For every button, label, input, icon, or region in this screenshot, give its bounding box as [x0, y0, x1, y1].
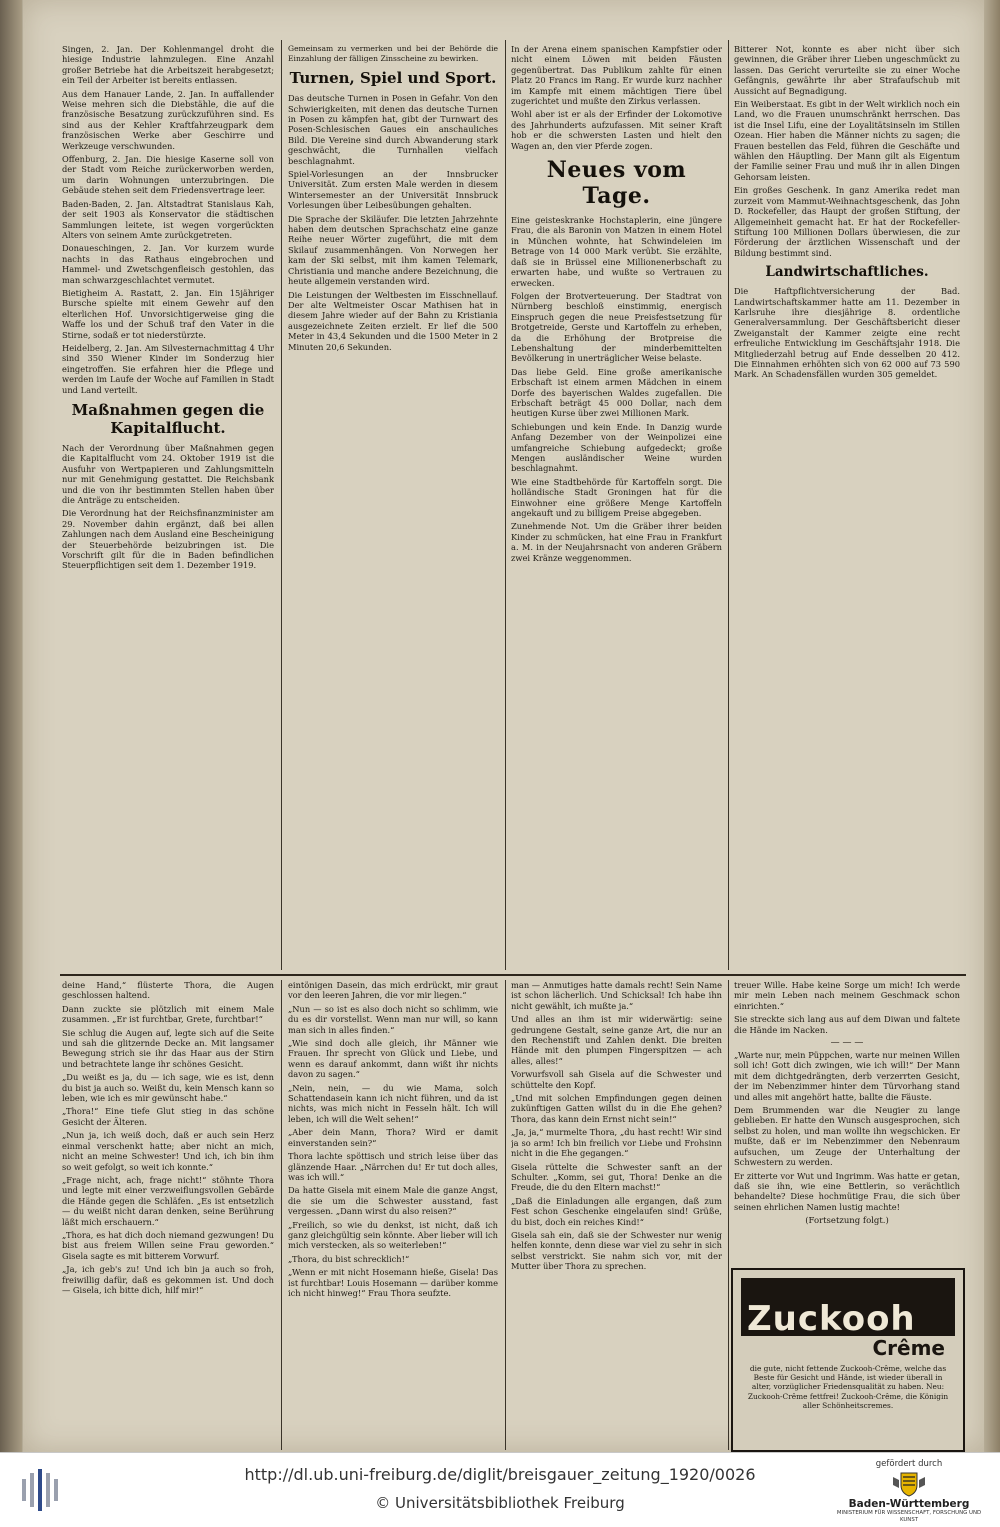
serial-column-4	[734, 980, 960, 1262]
news-item: Singen, 2. Jan. Der Kohlenmangel droht die hiesige Industrie lahmzulegen. Eine Anzahl großer Betriebe hat die Arbeitszeit herabgesetzt; ein Teil der Arbeiter ist bereits entlassen.	[62, 44, 274, 86]
article-paragraph: Nach der Verordnung über Maßnahmen gegen die Kapitalflucht vom 24. Oktober 1919 ist die Ausfuhr von Wertpapieren und Zahlungsmitteln nur mit Genehmigung gestattet. Die Reichsbank und die von ihr bestimmten Stellen haben über die Anträge zu entscheiden.	[62, 443, 274, 506]
serial-paragraph: „Wenn er mit nicht Hosemann hieße, Gisela! Das ist furchtbar! Louis Hosemann — darüber komme ich nicht hinweg!“ Frau Thora seufzte.	[288, 1267, 498, 1298]
serial-paragraph: „Nun — so ist es also doch nicht so schlimm, wie du es dir vorstellst. Wenn man nur will, so kann man sich in alles finden.“	[288, 1003, 498, 1035]
article-paragraph: Die Verordnung hat der Reichsfinanzminister am 29. November dahin ergänzt, daß bei allen Zahlungen nach dem Ausland eine Bescheinigung der Steuerbehörde beizubringen ist. Die Vorschrift gilt für die in Baden befindlichen Steuerpflichtigen seit dem 1. Dezember 1919.	[62, 508, 274, 571]
serial-column-2	[288, 980, 498, 1448]
serial-paragraph: „Wie sind doch alle gleich, ihr Männer wie Frauen. Ihr sprecht von Glück und Liebe, und wenn es darauf ankommt, dann wißt ihr nichts davon zu sagen.“	[288, 1038, 498, 1080]
ad-body-text: die gute, nicht fettende Zuckooh-Crême, welche das Beste für Gesicht und Hände, ist wieder überall in alter, vorzüglicher Friedensqualität zu haben. Neu: Zuckooh-Crême fettfrei! Zuckooh-Crême, die Königin aller Schönheitscremes.	[747, 1364, 949, 1410]
news-item: Bietigheim A. Rastatt, 2. Jan. Ein 15jähriger Bursche spielte mit einem Gewehr auf den elterlichen Hof. Unvorsichtigerweise ging die Waffe los und der Schuß traf den Vater in die Stirne, sodaß er tot niederstürzte.	[62, 287, 274, 340]
serial-paragraph: Gisela rüttelte die Schwester sanft an der Schulter. „Komm, sei gut, Thora! Denke an die Freude, die du den Eltern machst!“	[511, 1161, 722, 1193]
article-heading: Maßnahmen gegen die Kapitalflucht.	[71, 401, 265, 437]
upper-column-3	[511, 44, 722, 969]
zuckooh-advertisement	[731, 1268, 965, 1452]
column-rule	[728, 980, 729, 1450]
ad-product-name: Crême	[872, 1336, 945, 1360]
serial-paragraph: „Thora, es hat dich doch niemand gezwungen! Du bist aus freiem Willen seine Frau geworden.“ Gisela sagte es mit bitterem Vorwurf.	[62, 1229, 274, 1261]
serial-paragraph: „Aber dein Mann, Thora? Wird er damit einverstanden sein?“	[288, 1127, 498, 1148]
serial-paragraph: „Und mit solchen Empfindungen gegen deinen zukünftigen Gatten willst du in die Ehe gehen? Thora, das kann dein Ernst nicht sein!“	[511, 1093, 722, 1124]
upper-column-1	[62, 44, 274, 969]
page-edge	[984, 0, 1000, 1452]
sport-item: Das deutsche Turnen in Posen in Gefahr. Von den Schwierigkeiten, mit denen das deutsche Turnen in Posen zu kämpfen hat, gibt der Turnwart des Posen-Schlesischen Gaues ein anschauliches Bild. Die Vereine sind durch Abwanderung stark geschwächt, die Turnhallen vielfach beschlagnahmt.	[288, 93, 498, 166]
article-paragraph: Wohl aber ist er als der Erfinder der Lokomotive des Jahrhunderts aufzufassen. Mit seiner Kraft hob er die schwersten Lasten und hielt den Wagen an, den vier Pferde zogen.	[511, 109, 722, 151]
ad-brand-name: Zuckooh	[741, 1278, 955, 1336]
article-paragraph: Gemeinsam zu vermerken und bei der Behörde die Einzahlung der fälligen Zinsscheine zu bewirken.	[288, 44, 498, 63]
article-paragraph: Bitterer Not, konnte es aber nicht über sich gewinnen, die Gräber ihrer Lieben ungeschmückt zu lassen. Das Gericht verurteilte sie zu einer Woche Gefängnis, gewährte ihr aber Strafaufschub mit Aussicht auf Begnadigung.	[734, 44, 960, 96]
news-item: Donaueschingen, 2. Jan. Vor kurzem wurde nachts in das Rathaus eingebrochen und Hammel- und Zwetschgenfleisch gestohlen, das man schwarzgeschlachtet vermutet.	[62, 243, 274, 285]
serial-paragraph: „Freilich, so wie du denkst, ist nicht, daß ich ganz gleichgültig sein könnte. Aber lieber will ich mich verstecken, als so weiterleben!“	[288, 1219, 498, 1251]
section-heading-agriculture: Landwirtschaftliches.	[765, 264, 929, 281]
serial-paragraph: „Du weißt es ja, du — ich sage, wie es ist, denn du bist ja auch so. Weißt du, kein Mensch kann so leben, wie ich es mir gewünscht habe.“	[62, 1072, 274, 1104]
serial-paragraph: Und alles an ihm ist mir widerwärtig: seine gedrungene Gestalt, seine ganze Art, die nur an den Rechenstift und Zahlen denkt. Die breiten Hände mit den plumpen Fingerspitzen — ach alles, alles!“	[511, 1014, 722, 1066]
serial-paragraph: Vorwurfsvoll sah Gisela auf die Schwester und schüttelte den Kopf.	[511, 1069, 722, 1090]
funder-label: gefördert durch	[875, 1459, 943, 1469]
serial-paragraph: eintönigen Dasein, das mich erdrückt, mir graut vor den leeren Jahren, die vor mir liegen.“	[288, 980, 498, 1001]
serial-paragraph: „Thora, du bist schrecklich!“	[288, 1253, 410, 1264]
funder-logo	[834, 1459, 984, 1523]
scene-separator: — — —	[830, 1038, 864, 1049]
news-item: Ein großes Geschenk. In ganz Amerika redet man zurzeit vom Mammut-Weihnachtsgeschenk, das John D. Rockefeller, das Haupt der großen Stiftung, der Allgemeinheit gemacht hat. Er hat der Rockefeller-Stiftung 100 Millionen Dollars überwiesen, die zur Förderung der ärztlichen Wissenschaft und der Bildung bestimmt sind.	[734, 185, 960, 258]
serial-column-1	[62, 980, 274, 1448]
serial-paragraph: Dann zuckte sie plötzlich mit einem Male zusammen. „Er ist furchtbar, Grete, furchtbar!“	[62, 1003, 274, 1025]
serial-paragraph: „Daß die Einladungen alle ergangen, daß zum Fest schon Geschenke eingelaufen sind! Grüße, du bist, doch ein reiches Kind!“	[511, 1195, 722, 1227]
serial-paragraph: Sie streckte sich lang aus auf dem Diwan und faltete die Hände im Nacken.	[734, 1014, 960, 1035]
column-rule	[281, 40, 282, 970]
book-spine	[0, 0, 22, 1452]
sport-item: Die Leistungen der Weltbesten im Eisschnellauf. Der alte Weltmeister Oscar Mathisen hat in diesem Jahre wieder auf der Bahn zu Kristiania ausgezeichnete Zeiten erzielt. Er lief die 500 Meter in 43,4 Sekunden und die 1500 Meter in 2 Minuten 20,6 Sekunden.	[288, 289, 498, 352]
news-item: Zunehmende Not. Um die Gräber ihrer beiden Kinder zu schmücken, hat eine Frau in Frankfurt a. M. in der Neujahrsnacht von anderen Gräbern zwei Kränze weggenommen.	[511, 521, 722, 563]
agriculture-item: Die Haftpflichtversicherung der Bad. Landwirtschaftskammer hatte am 11. Dezember in Karlsruhe ihre diesjährige 8. ordentliche Generalversammlung. Der Geschäftsbericht dieser Zweiganstalt der Kammer zeigte eine recht erfreuliche Entwicklung im Geschäftsjahr 1918. Die Mitgliederzahl betrug auf Ende desselben 20 412. Die Einnahmen erhöhten sich von 62 000 auf 73 590 Mark. An Schadensfällen wurden 305 gemeldet.	[734, 286, 960, 380]
section-heading-news: Neues vom Tage.	[546, 157, 687, 210]
continuation-note: (Fortsetzung folgt.)	[805, 1216, 889, 1227]
news-item: Baden-Baden, 2. Jan. Altstadtrat Stanislaus Kah, der seit 1903 als Konservator die städtischen Sammlungen leitete, ist wegen vorgerückten Alters von seinem Amte zurückgetreten.	[62, 198, 274, 240]
article-paragraph: In der Arena einem spanischen Kampfstier oder nicht einem Löwen mit beiden Fäusten gegenübertrat. Das Publikum zahlte für einen Platz 20 Francs im Rang. Er wurde kurz nachher im Kampfe mit einem mächtigen Tiere übel zugerichtet und mußte den Zirkus verlassen.	[511, 44, 722, 107]
column-rule	[505, 40, 506, 970]
document-url[interactable]: http://dl.ub.uni-freiburg.de/diglit/breisgauer_zeitung_1920/0026	[244, 1465, 756, 1484]
serial-paragraph: Dem Brummenden war die Neugier zu lange geblieben. Er hatte den Wunsch ausgesprochen, sich selbst zu holen, und man wollte ihn wegschicken. Er mußte, daß er im Nebenzimmer den Nebenraum aufsuchen, um Zeuge der Unterhaltung der Schwestern zu werden.	[734, 1105, 960, 1168]
news-item: Das liebe Geld. Eine große amerikanische Erbschaft ist einem armen Mädchen in einem Dorfe des bayerischen Waldes zugefallen. Die Erbschaft beträgt 45 000 Dollar, nach dem heutigen Kurse über zwei Millionen Mark.	[511, 366, 722, 419]
serial-paragraph: Gisela sah ein, daß sie der Schwester nur wenig helfen konnte, denn diese war viel zu sehr in sich selbst verstrickt. Sie nahm sich vor, mit der Mutter über Thora zu sprechen.	[511, 1229, 722, 1272]
column-rule	[728, 40, 729, 970]
serial-paragraph: Da hatte Gisela mit einem Male die ganze Angst, die sie um die Schwester ausstand, fast vergessen. „Dann wirst du also reisen?“	[288, 1185, 498, 1217]
serial-column-3	[511, 980, 722, 1448]
news-item: Eine geisteskranke Hochstaplerin, eine jüngere Frau, die als Baronin von Matzen in einem Hotel in München wohnte, hat Schwindeleien im Betrage von 14 000 Mark verübt. Sie erzählte, daß sie in Brüssel eine Millionenerbschaft zu erwarten habe, und wußte so Vertrauen zu erwecken.	[511, 215, 722, 288]
news-item: Heidelberg, 2. Jan. Am Silvesternachmittag 4 Uhr sind 350 Wiener Kinder im Sonderzug hier eingetroffen. Sie erfahren hier die Pflege und werden im Laufe der Woche auf Familien in Stadt und Land verteilt.	[62, 342, 274, 395]
coat-of-arms-icon	[889, 1471, 929, 1497]
section-divider	[60, 974, 966, 976]
copyright-notice: © Universitätsbibliothek Freiburg	[375, 1494, 625, 1512]
serial-paragraph: „Frage nicht, ach, frage nicht!“ stöhnte Thora und legte mit einer verzweiflungsvollen Gebärde die Hände gegen die Schläfen. „Es ist entsetzlich — du weißt nicht daran denken, seine Berührung läßt mich erschauern.“	[62, 1174, 274, 1227]
news-item: Folgen der Brotverteuerung. Der Stadtrat von Nürnberg beschloß einstimmig, energisch Einspruch gegen die neue Preisfestsetzung für Brotgetreide, Gerste und Kartoffeln zu erheben, da die Erhöhung der Brotpreise die Lebenshaltung der minderbemittelten Bevölkerung in unerträglicher Weise belaste.	[511, 290, 722, 364]
news-item: Ein Weiberstaat. Es gibt in der Welt wirklich noch ein Land, wo die Frauen unumschränkt herrschen. Das ist die Insel Lifu, eine der Loyalitätsinseln im Stillen Ozean. Hier haben die Männer nichts zu sagen; die Frauen bestellen das Feld, führen die Geschäfte und wählen den Häuptling. Der Mann gilt als Eigentum der Familie seiner Frau und muß ihr in allen Dingen Gehorsam leisten.	[734, 99, 960, 182]
serial-paragraph: deine Hand,“ flüsterte Thora, die Augen geschlossen haltend.	[62, 980, 274, 1001]
serial-paragraph: „Warte nur, mein Püppchen, warte nur meinen Willen soll ich! Gott dich zwingen, wie ich will!“ Der Mann mit dem dichtgedrängten, derb verzerrten Gesicht, der im Nebenzimmer hinter dem Türvorhang stand und alles mit angehört hatte, ballte die Fäuste.	[734, 1050, 960, 1102]
serial-paragraph: „Nun ja, ich weiß doch, daß er auch sein Herz einmal verschenkt hatte; aber nicht an mich, nicht an meine Schwester! Und ich, ich bin ihm so weit gefolgt, so weit ich konnte.“	[62, 1130, 274, 1172]
serial-paragraph: „Ja, ich geb's zu! Und ich bin ja auch so froh, freiwillig dafür, daß es gekommen ist. Und doch — Gisela, ich bitte dich, hilf mir!“	[62, 1264, 274, 1295]
news-item: Offenburg, 2. Jan. Die hiesige Kaserne soll von der Stadt vom Reiche zurückerworben werden, um darin Wohnungen unterzubringen. Die Gebäude stehen seit dem Friedensvertrage leer.	[62, 154, 274, 196]
funder-ministry: MINISTERIUM FÜR WISSENSCHAFT, FORSCHUNG UND KUNST	[836, 1510, 982, 1523]
section-heading-sport: Turnen, Spiel und Sport.	[289, 69, 497, 88]
funder-name: Baden-Württemberg	[848, 1498, 970, 1510]
serial-paragraph: Er zitterte vor Wut und Ingrimm. Was hatte er getan, daß sie ihn, wie eine Bettlerin, so verächtlich behandelte? Diese hochmütige Frau, die sich über seinen ehrlichen Namen lustig machte!	[734, 1170, 960, 1212]
serial-paragraph: Sie schlug die Augen auf, legte sich auf die Seite und sah die glitzernde Decke an. Mit langsamer Bewegung strich sie ihr das Haar aus der Stirn und betrachtete lange ihr schönes Gesicht.	[62, 1027, 274, 1069]
serial-paragraph: „Ja, ja,“ murmelte Thora, „du hast recht! Wir sind ja so arm! Ich bin freilich vor Liebe und Frohsinn nicht in die Ehe gegangen.“	[511, 1127, 722, 1159]
news-item: Wie eine Stadtbehörde für Kartoffeln sorgt. Die holländische Stadt Groningen hat für die Einwohner eine größere Menge Kartoffeln angekauft und zu billigem Preise abgegeben.	[511, 476, 722, 519]
sport-item: Spiel-Vorlesungen an der Innsbrucker Universität. Zum ersten Male werden in diesem Wintersemester an der Universität Innsbruck Vorlesungen über Leibesübungen gehalten.	[288, 169, 498, 211]
sport-item: Die Sprache der Skiläufer. Die letzten Jahrzehnte haben dem deutschen Sprachschatz eine ganze Reihe neuer Wörter zugeführt, die mit dem Skilauf zusammenhängen. Von Norwegen her kam der Ski selbst, mit ihm kamen Telemark, Christiania und manche andere Bezeichnung, die heute allgemein verstanden wird.	[288, 213, 498, 287]
upper-column-4	[734, 44, 960, 969]
news-item: Aus dem Hanauer Lande, 2. Jan. In auffallender Weise mehren sich die Diebstähle, die auf die französische Besatzung zurückzuführen sind. Es sind aus der Kehler Kraftfahrzeugpark dem französischen Werke aber Geschirre und Werkzeuge verschwunden.	[62, 88, 274, 151]
column-rule	[281, 980, 282, 1450]
serial-paragraph: Thora lachte spöttisch und strich leise über das glänzende Haar. „Närrchen du! Er tut doch alles, was ich will.“	[288, 1151, 498, 1182]
news-item: Schiebungen und kein Ende. In Danzig wurde Anfang Dezember von der Weinpolizei eine umfangreiche Schiebung aufgedeckt; große Mengen ausländischer Weine wurden beschlagnahmt.	[511, 421, 722, 474]
serial-paragraph: man — Anmutiges hatte damals recht! Sein Name ist schon lächerlich. Und Schicksal! Ich habe ihn nicht gewählt, ich mußte ja.“	[511, 980, 722, 1011]
column-rule	[505, 980, 506, 1450]
serial-paragraph: treuer Wille. Habe keine Sorge um mich! Ich werde mir mein Leben nach meinem Geschmack schon einrichten.“	[734, 980, 960, 1011]
viewer-footer	[0, 1452, 1000, 1527]
serial-paragraph: „Thora!“ Eine tiefe Glut stieg in das schöne Gesicht der Älteren.	[62, 1106, 274, 1127]
serial-paragraph: „Nein, nein, — du wie Mama, solch Schattendasein kann ich nicht führen, und da ist nichts, was mich nicht in Fesseln hält. Ich will leben, ich will die Welt sehen!“	[288, 1082, 498, 1124]
upper-column-2	[288, 44, 498, 969]
